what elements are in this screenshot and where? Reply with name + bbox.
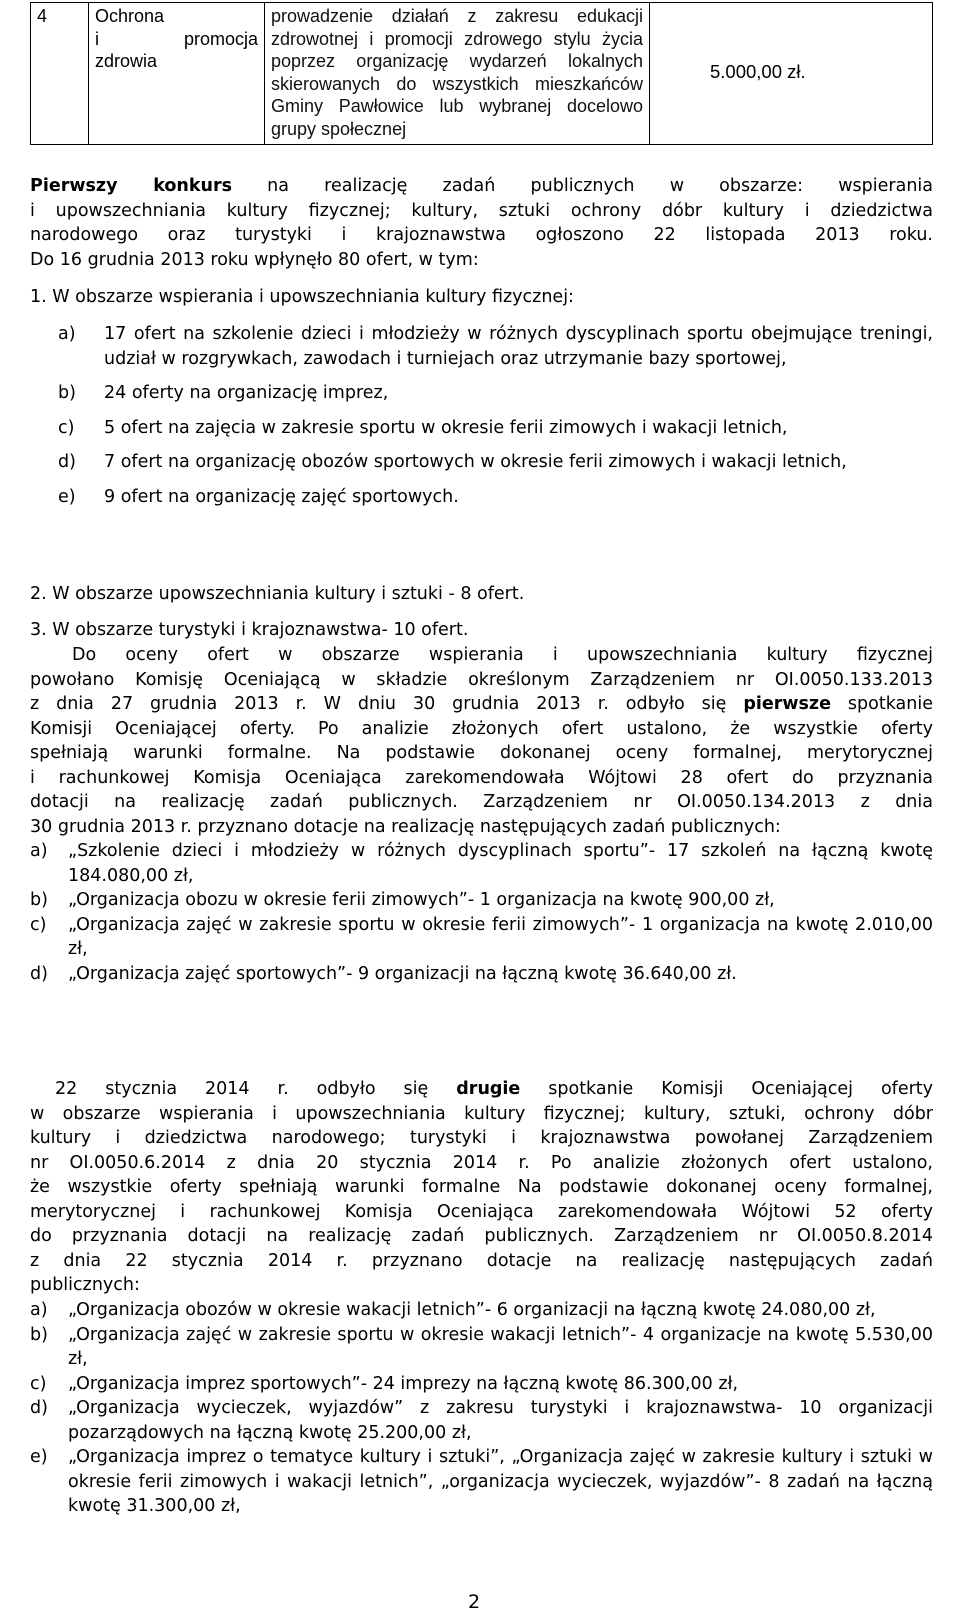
second-meeting-paragraph xyxy=(30,1077,933,1298)
intro-line: i upowszechniania kultury fizycznej; kultury, sztuki ochrony dóbr kultury i dziedzictwa xyxy=(30,200,933,221)
list-item xyxy=(30,913,933,962)
task-area-line: zdrowia xyxy=(95,51,158,71)
list-item-label: c) xyxy=(30,1373,47,1394)
first-meeting-list xyxy=(30,839,933,986)
list-item-label: b) xyxy=(58,383,76,403)
paragraph-line: dotacji na realizację zadań publicznych. Zarządzeniem nr OI.0050.134.2013 z dnia xyxy=(30,792,933,812)
intro-line-text: na realizację zadań publicznych w obszarze: wspierania xyxy=(232,176,933,196)
list-item-label: e) xyxy=(58,486,76,507)
paragraph-line: w obszarze wspierania i upowszechniania kultury fizycznej; kultury, sztuki, ochrony dóbr xyxy=(30,1103,933,1124)
list-item-text: „Organizacja zajęć sportowych”- 9 organizacji na łączną kwotę 36.640,00 zł. xyxy=(68,963,737,984)
intro-line xyxy=(30,174,933,199)
table-row xyxy=(31,3,933,145)
list-item xyxy=(30,1372,933,1397)
grant-table xyxy=(30,2,933,145)
list-item xyxy=(30,1396,933,1445)
intro-line: Do 16 grudnia 2013 roku wpłynęło 80 ofert, w tym: xyxy=(30,249,479,270)
list-item-text: „Szkolenie dzieci i młodzieży w różnych dyscyplinach sportu”- 17 szkoleń na łączną kwotę 184.080,00 zł, xyxy=(68,841,933,886)
paragraph-line xyxy=(30,1077,933,1102)
list-item-text: „Organizacja zajęć w zakresie sportu w okresie ferii zimowych”- 1 organizacja na kwotę 2.010,00 zł, xyxy=(68,914,933,959)
paragraph-line: Komisji Oceniającej oferty. Po analizie złożonych ofert ustalono, że wszystkie oferty xyxy=(30,718,933,739)
list-item xyxy=(30,962,933,987)
paragraph-line: spełniają warunki formalne. Na podstawie dokonanej oceny formalnej, merytorycznej xyxy=(30,743,933,763)
row-number: 4 xyxy=(31,3,89,145)
list-item-text: 7 ofert na organizację obozów sportowych w okresie ferii zimowych i wakacji letnich, xyxy=(104,452,847,472)
list-item xyxy=(30,1323,933,1372)
paragraph-text: spotkanie Komisji Oceniającej oferty xyxy=(520,1079,934,1099)
paragraph-line: że wszystkie oferty spełniają warunki formalne Na podstawie dokonanej oceny formalnej, xyxy=(30,1177,933,1197)
list-item xyxy=(30,1445,933,1519)
list-item-label: a) xyxy=(30,841,48,861)
list-item-label: c) xyxy=(58,417,75,438)
list-item xyxy=(58,485,933,510)
list-item-text: 17 ofert na szkolenie dzieci i młodzieży w różnych dyscyplinach sportu obejmujące treningi, udział w rozgrywkach, zawodach i turniejach oraz utrzymanie bazy sportowej, xyxy=(104,324,933,369)
list-item-text: 9 ofert na organizację zajęć sportowych. xyxy=(104,486,459,507)
paragraph-line: do przyznania dotacji na realizację zadań publicznych. Zarządzeniem nr OI.0050.8.2014 xyxy=(30,1226,933,1246)
list-item xyxy=(58,416,933,441)
paragraph-text: 22 stycznia 2014 r. odbyło się xyxy=(55,1079,457,1099)
area1-title: 1. W obszarze wspierania i upowszechniania kultury fizycznej: xyxy=(30,287,574,307)
list-item-label: a) xyxy=(30,1300,48,1320)
paragraph-line: 30 grudnia 2013 r. przyznano dotacje na realizację następujących zadań publicznych: xyxy=(30,816,781,837)
first-meeting-paragraph xyxy=(30,643,933,839)
list-item xyxy=(30,1298,933,1323)
paragraph-text: spotkanie xyxy=(831,694,933,714)
list-item-text: 5 ofert na zajęcia w zakresie sportu w okresie ferii zimowych i wakacji letnich, xyxy=(104,417,788,438)
intro-line: narodowego oraz turystyki i krajoznawstwa ogłoszono 22 listopada 2013 roku. xyxy=(30,225,933,245)
second-meeting-list xyxy=(30,1298,933,1519)
paragraph-line: merytorycznej i rachunkowej Komisja Oceniająca zarekomendowała Wójtowi 52 oferty xyxy=(30,1201,933,1222)
intro-bold-lead: Pierwszy konkurs xyxy=(30,176,232,196)
list-item-label: b) xyxy=(30,1324,48,1345)
paragraph-line: z dnia 22 stycznia 2014 r. przyznano dotacje na realizację następujących zadań xyxy=(30,1250,933,1271)
list-item-label: e) xyxy=(30,1447,48,1467)
paragraph-line: powołano Komisję Oceniającą w składzie określonym Zarządzeniem nr OI.0050.133.2013 xyxy=(30,669,933,690)
paragraph-line: nr OI.0050.6.2014 z dnia 20 stycznia 2014 r. Po analizie złożonych ofert ustalono, xyxy=(30,1152,933,1173)
task-area xyxy=(89,3,265,145)
list-item-label: d) xyxy=(58,452,76,472)
list-item-label: d) xyxy=(30,1398,48,1418)
list-item-text: „Organizacja imprez o tematyce kultury i sztuki”, „Organizacja zajęć w zakresie kultury i sztuki w okresie ferii zimowych i wakacji letnich”, „organizacja wycieczek, wyjazdów”- 8 zadań na łączną kwotę 31.300,00 zł, xyxy=(68,1447,933,1516)
area1-list xyxy=(58,322,933,509)
bold-word: drugie xyxy=(456,1079,521,1099)
list-item xyxy=(58,381,933,406)
list-item-text: „Organizacja obozu w okresie ferii zimowych”- 1 organizacja na kwotę 900,00 zł, xyxy=(68,890,775,910)
paragraph-line: kultury i dziedzictwa narodowego; turystyki i krajoznawstwa powołanej Zarządzeniem xyxy=(30,1128,933,1148)
list-item-text: „Organizacja obozów w okresie wakacji letnich”- 6 organizacji na łączną kwotę 24.080,00 zł, xyxy=(68,1300,876,1320)
list-item-text: „Organizacja wycieczek, wyjazdów” z zakresu turystyki i krajoznawstwa- 10 organizacji pozarządowych na łączną kwotę 25.200,00 zł, xyxy=(68,1398,933,1443)
bold-word: pierwsze xyxy=(743,694,831,714)
area3-line: 3. W obszarze turystyki i krajoznawstwa- 10 ofert. xyxy=(30,620,469,640)
list-item-label: b) xyxy=(30,890,48,910)
list-item-text: „Organizacja imprez sportowych”- 24 imprezy na łączną kwotę 86.300,00 zł, xyxy=(68,1373,739,1394)
paragraph-line xyxy=(30,692,933,717)
list-item-label: c) xyxy=(30,914,47,935)
list-item-text: „Organizacja zajęć w zakresie sportu w okresie wakacji letnich”- 4 organizacje na kwotę 5.530,00 zł, xyxy=(68,1324,933,1369)
task-amount: 5.000,00 zł. xyxy=(650,3,933,145)
page-number: 2 xyxy=(468,1591,481,1613)
paragraph-text: z dnia 27 grudnia 2013 r. W dniu 30 grudnia 2013 r. odbyło się xyxy=(30,694,744,714)
list-item-label: d) xyxy=(30,963,48,984)
list-item xyxy=(30,888,933,913)
task-description: prowadzenie działań z zakresu edukacji zdrowotnej i promocji zdrowego stylu życia poprzez organizację wydarzeń lokalnych skierowanych do wszystkich mieszkańców Gminy Pawłowice lub wybranej docelowo grupy społecznej xyxy=(265,3,650,145)
paragraph-line: i rachunkowej Komisja Oceniająca zarekomendowała Wójtowi 28 ofert do przyznania xyxy=(30,767,933,788)
list-item-label: a) xyxy=(58,324,76,344)
task-area-word: i xyxy=(95,28,99,49)
list-item-text: 24 oferty na organizację imprez, xyxy=(104,383,389,403)
intro-paragraph xyxy=(30,174,933,272)
paragraph-line: publicznych: xyxy=(30,1275,140,1295)
list-item xyxy=(58,322,933,371)
paragraph-line: Do oceny ofert w obszarze wspierania i upowszechniania kultury fizycznej xyxy=(72,645,933,665)
list-item xyxy=(30,839,933,888)
task-area-word: promocja xyxy=(183,28,258,49)
list-item xyxy=(58,450,933,475)
area2-line: 2. W obszarze upowszechniania kultury i sztuki - 8 ofert. xyxy=(30,584,525,604)
task-area-line: Ochrona xyxy=(95,6,165,26)
task-area-line xyxy=(95,28,258,51)
